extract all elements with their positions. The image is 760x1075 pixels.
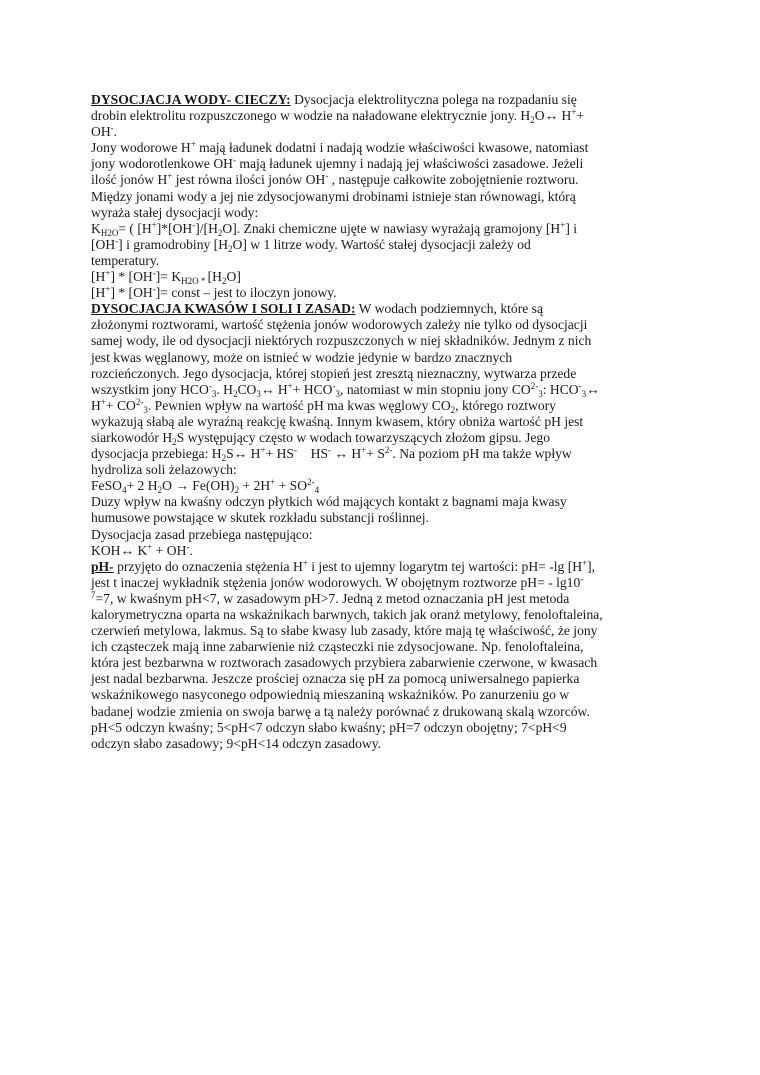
formula-line: FeSO$_4$+ 2 $H_2O \to Fe(OH)_2 + 2H^+ + SO^{2-}_4$ [91,477,320,496]
text-line: pH- przyjęto do oznaczenia stężenia H+ i jest to ujemny logarytm tej wartości: pH= -lg [H+], [91,557,596,574]
text-line: złożonymi roztworami, wartość stężenia jonów wodorowych zależy nie tylko od dysocjacji [91,317,588,333]
section-heading: pH- [91,558,114,574]
section-ph [91,559,681,752]
text-line: [OH-] i gramodrobiny $[H_2O]$ w 1 litrze wody. Wartość stałej dysocjacji zależy od [91,235,531,254]
section-heading: DYSOCJACJA KWASÓW I SOLI I ZASAD: [91,301,356,317]
text-line: siarkowodór $H_2S$ występujący często w wodach towarzyszących złożom gipsu. Jego [91,429,551,447]
text-line: humusowe powstające w skutek rozkładu substancji roślinnej. [91,510,429,526]
text-line: czerwień metylowa, lakmus. Są to słabe kwasy lub zasady, które mają tę właściwość, że jony [91,623,598,639]
text-line: temperatury. [91,252,160,268]
text-line: Duzy wpływ na kwaśny odczyn płytkich wód mających kontakt z bagnami maja kwasy [91,494,567,510]
text-line: jest t inaczej wykładnik stężenia jonów wodorowych. W obojętnym roztworze pH= - lg10- [91,573,584,590]
text-line: wszystkim jony $HCO^-_3$. $H_2CO_3\leftrightarrow$ $H^++ HCO^-_3$, natomiast w min stopniu jony $CO^{2-}_3$: $HCO^-_3\leftrightarrow$ [91,380,600,399]
text-line: DYSOCJACJA WODY- CIECZY: Dysocjacja elektrolityczna polega na rozpadaniu się [91,92,577,107]
section-heading: DYSOCJACJA WODY- CIECZY: [91,92,291,107]
text-line: DYSOCJACJA KWASÓW I SOLI I ZASAD: W wodach podziemnych, które są [91,301,544,317]
text-line: wyraża stałej dysocjacji wody: [91,204,259,220]
section-acid-salt-dissociation [91,301,681,559]
text-line: Między jonami wody a jej nie zdysocjowanymi drobinami istnieje stan równowagi, którą [91,188,576,204]
text-line: jest kwas węglanowy, może on istnieć w wodzie jedynie w bardzo znacznych [91,349,513,365]
text-line: wskaźnikowego nasyconego odpowiednią mieszaniną wskaźników. Po zanurzeniu go w [91,687,570,703]
text-line: $^7$=7, w kwaśnym pH<7, w zasadowym pH>7. Jedną z metod oznaczania pH jest metoda [91,589,570,606]
text-line: dysocjacja przebiega: $H_2S\leftrightarrow$ H++ HS- HS- ↔ $H^++ S^{2-}$. Na poziom pH ma także wpływ [91,445,572,464]
text-line: rozcieńczonych. Jego dysocjacja, której stopień jest zresztą nieznaczny, wytwarza przede [91,365,577,381]
text-line: jest nadal bezbarwna. Jeszcze prościej oznacza się pH za pomocą uniwersalnego papierka [91,671,580,687]
text-line: ich cząsteczek mają inne zabarwienie niż cząsteczki nie zdysocjowane. Np. fenoloftaleina, [91,639,584,655]
text-line: Jony wodorowe H+ mają ładunek dodatni i nadają wodzie właściwości kwasowe, natomiast [91,139,589,156]
text-line: kalorymetryczna oparta na wskaźnikach barwnych, takich jak oranż metylowy, fenoloftaleina, [91,607,603,622]
text-line: ilość jonów H+ jest równa ilości jonów OH- , następuje całkowite zobojętnienie roztworu. [91,171,579,188]
formula-line: $[H^+] * [OH^-]= K_{H2O *}$ $[H_2O]$ [91,268,241,287]
text-line: która jest bezbarwna w roztworach zasadowych przybiera zabarwienie czerwone, w kwasach [91,655,598,671]
text-line: jony wodorotlenkowe OH- mają ładunek ujemny i nadają jej właściwości zasadowe. Jeżeli [91,155,584,172]
text-line: $H^++ CO^{2-}_3$. Pewnien wpływ na wartość pH ma kwas węglowy $CO_2$, którego roztwory [91,396,556,415]
section-water-dissociation [91,92,681,301]
text-line: drobin elektrolitu rozpuszczonego w wodzie na naładowane elektrycznie jony. $H_2O\leftrightarrow$ H++ [91,107,585,126]
text-line: hydroliza soli żelazowych: [91,462,237,478]
text-line: odczyn słabo zasadowy; 9<pH<14 odczyn zasadowy. [91,735,382,751]
text-line: Dysocjacja zasad przebiega następująco: [91,526,313,542]
text-line: pH<5 odczyn kwaśny; 5<pH<7 odczyn słabo kwaśny; pH=7 odczyn obojętny; 7<pH<9 [91,719,567,735]
formula-line: $K_{H2O}=$ ( $[H^+]*[OH^-]/[H_2O]$. Znaki chemiczne ujęte w nawiasy wyrażają gramojony [H+] i [91,219,578,238]
formula-line: KOH↔ K+ + OH-. [91,541,193,558]
document-page [91,92,681,752]
text-line: OH-. [91,123,118,140]
text-line: badanej wodzie zmienia on swoja barwę a tą należy porównać z drukowaną skalą wzorców. [91,703,590,719]
text-line: samej wody, ile od dysocjacji niektórych rozpuszczonych w niej składników. Jednym z nich [91,333,592,349]
text-line: wykazują słabą ale wyraźną reakcję kwaśną. Innym kwasem, który obniża wartość pH jest [91,413,584,429]
formula-line: [H+] * [OH-]= const – jest to iloczyn jonowy. [91,284,337,301]
